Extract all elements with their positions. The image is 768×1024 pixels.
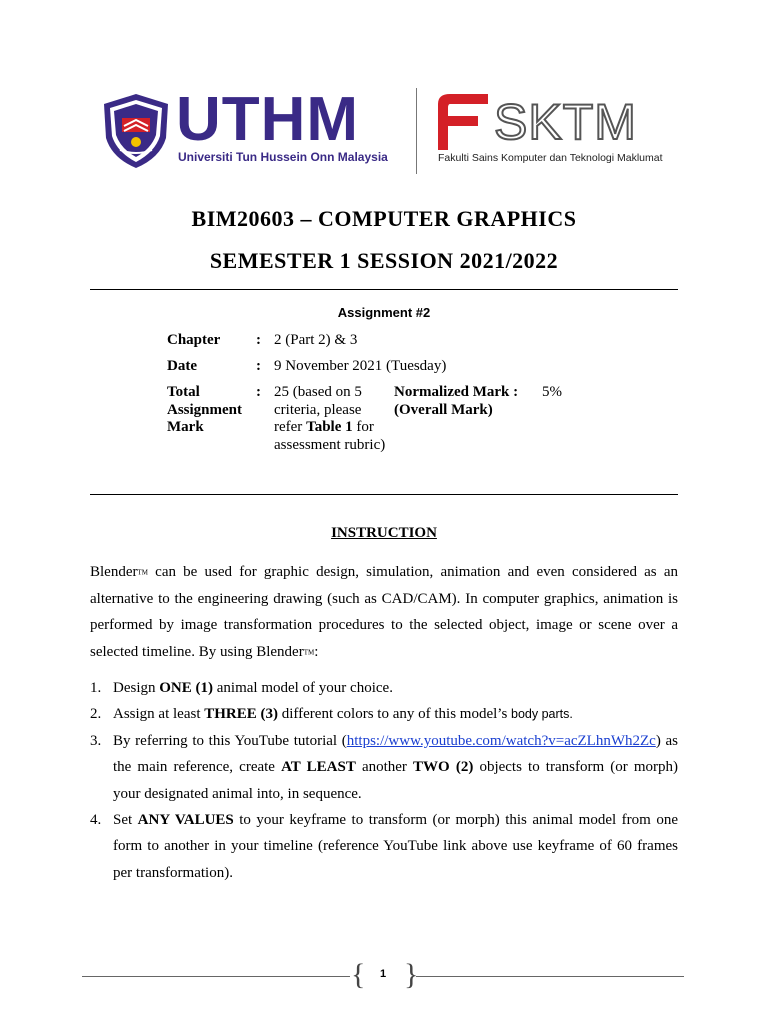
footer-brace-left: {	[351, 958, 366, 991]
footer-line-right	[416, 976, 684, 977]
chapter-colon: :	[256, 332, 261, 348]
total-mark-label: Total Assignment Mark	[167, 384, 243, 436]
normalized-mark-value: 5%	[542, 384, 562, 400]
date-value: 9 November 2021 (Tuesday)	[274, 358, 447, 374]
youtube-link[interactable]: https://www.youtube.com/watch?v=acZLhnWh2Zc	[346, 732, 656, 749]
top-divider	[90, 289, 678, 290]
chapter-value: 2 (Part 2) & 3	[274, 332, 358, 348]
date-colon: :	[256, 358, 261, 374]
uthm-subtitle: Universiti Tun Hussein Onn Malaysia	[178, 150, 388, 164]
uthm-wordmark: UTHM	[176, 85, 360, 154]
date-label: Date	[167, 358, 197, 374]
footer-brace-right: }	[404, 958, 419, 991]
instruction-list	[90, 675, 678, 886]
logo-divider	[416, 88, 417, 174]
header-logos	[100, 85, 663, 176]
page-number: 1	[379, 968, 387, 980]
fsktm-f-logo-icon	[432, 90, 490, 154]
uthm-crest-icon	[100, 92, 172, 170]
fsktm-wordmark: SKTM	[494, 94, 637, 150]
semester-title: SEMESTER 1 SESSION 2021/2022	[209, 248, 559, 273]
list-item: 1. Design ONE (1) animal model of your choice.	[90, 680, 393, 696]
instruction-heading: INSTRUCTION	[331, 525, 437, 541]
list-item: 2. Assign at least THREE (3) different colors to any of this model’s body parts.	[90, 706, 573, 723]
intro-paragraph: BlenderTM can be used for graphic design, simulation, animation and even considered as an alternative to the engineering drawing (such as CAD/CAM). In computer graphics, animation is performed by image transformation procedures to the selected object, image or scene over a selected timeline. By using BlenderTM:	[90, 564, 678, 660]
fsktm-subtitle: Fakulti Sains Komputer dan Teknologi Maklumat	[438, 152, 663, 164]
total-mark-value: 25 (based on 5 criteria, please refer Table 1 for assessment rubric)	[274, 384, 386, 453]
total-mark-colon: :	[256, 384, 261, 400]
course-title: BIM20603 – COMPUTER GRAPHICS	[191, 206, 577, 231]
footer-line-left	[82, 976, 350, 977]
list-item: 4. Set ANY VALUES to your keyframe to transform (or morph) this animal model from one form to another in your timeline (reference YouTube link above use keyframe of 60 frames per transformation).	[90, 812, 678, 881]
normalized-mark-label: Normalized Mark : (Overall Mark)	[394, 384, 519, 418]
list-item: 3. By referring to this YouTube tutorial (https://www.youtube.com/watch?v=acZLhnWh2Zc) as the main reference, create AT LEAST another TWO (2) objects to transform (or morph) your designated animal into, in sequence.	[90, 732, 678, 802]
assignment-title: Assignment #2	[337, 305, 431, 320]
bottom-divider	[90, 494, 678, 495]
chapter-label: Chapter	[167, 332, 221, 348]
